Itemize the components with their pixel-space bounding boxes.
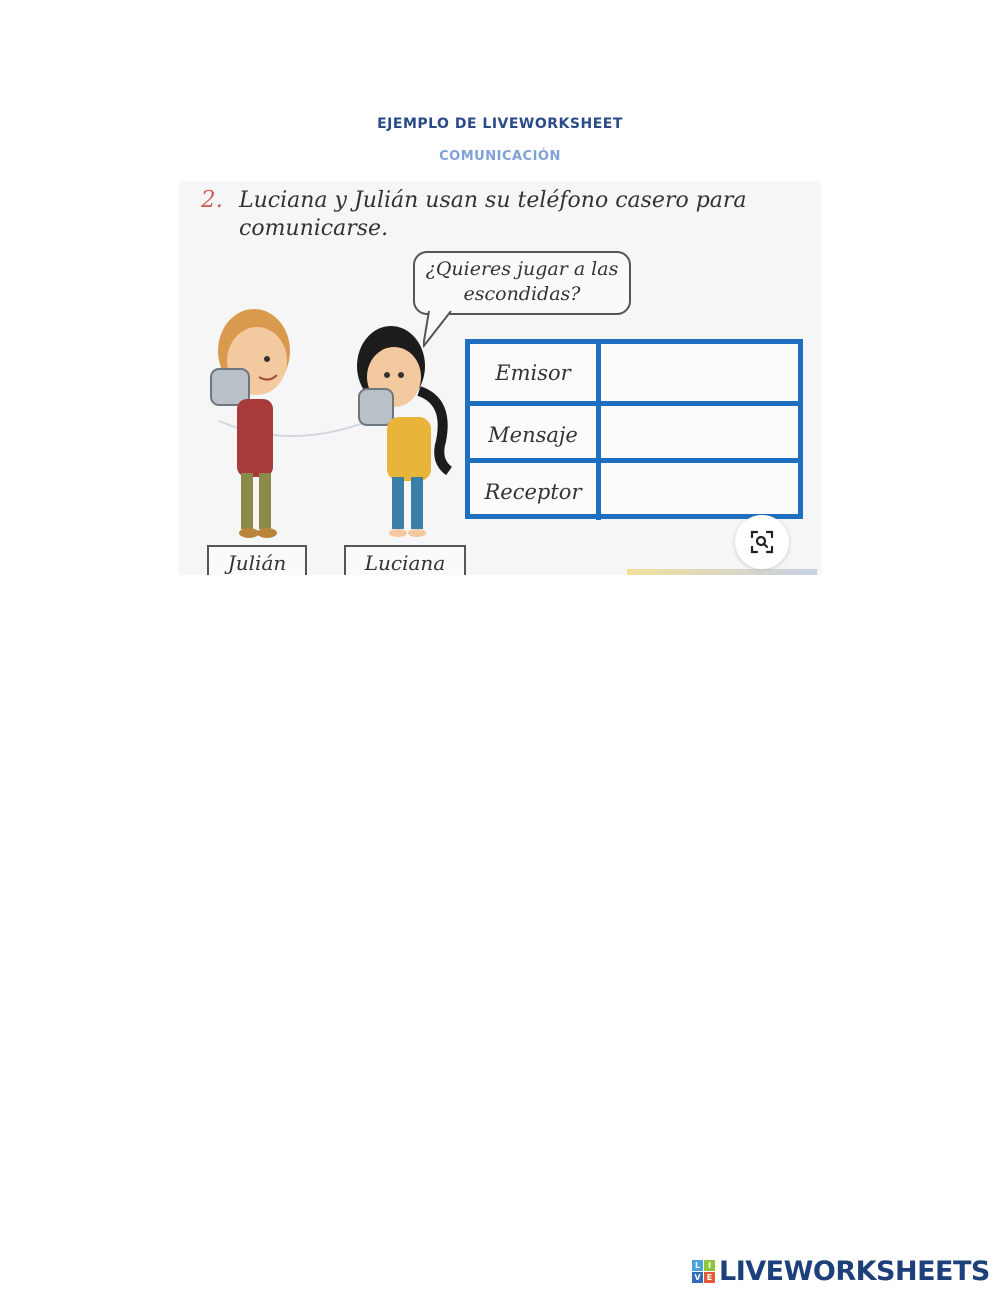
table-row [470, 344, 798, 401]
row-label-receptor: Receptor [470, 463, 601, 520]
logo-square-v: V [692, 1272, 703, 1283]
name-label-luciana: Luciana [344, 545, 466, 575]
worksheet-image [179, 181, 821, 575]
table-row [470, 401, 798, 463]
speech-bubble-tail [423, 311, 463, 351]
luciana-figure [357, 326, 449, 537]
answer-input-mensaje[interactable] [601, 411, 792, 458]
zoom-search-icon [749, 529, 775, 555]
worksheet-subtitle: COMUNICACIÓN [439, 149, 561, 164]
logo-square-e: E [704, 1272, 715, 1283]
logo-square-i: I [704, 1260, 715, 1271]
answer-input-emisor[interactable] [601, 349, 792, 396]
question-text: Luciana y Julián usan su teléfono casero para comunicarse. [239, 188, 747, 241]
liveworksheets-logo[interactable] [692, 1254, 990, 1288]
speech-bubble: ¿Quieres jugar a las escondidas? [413, 251, 631, 315]
logo-square-l: L [692, 1260, 703, 1271]
row-label-emisor: Emisor [470, 344, 601, 401]
logo-squares-icon [692, 1260, 715, 1283]
row-label-mensaje: Mensaje [470, 406, 601, 463]
worksheet-title: EJEMPLO DE LIVEWORKSHEET [377, 116, 623, 132]
children-illustration [179, 181, 479, 551]
logo-text: LIVEWORKSHEETS [719, 1255, 990, 1287]
watermark-logo [627, 569, 817, 575]
name-label-julian: Julián [207, 545, 307, 575]
question-number: 2. [201, 187, 223, 213]
answer-input-receptor[interactable] [601, 468, 792, 515]
zoom-button[interactable] [735, 515, 789, 569]
communication-table [465, 339, 803, 519]
table-row [470, 458, 798, 520]
